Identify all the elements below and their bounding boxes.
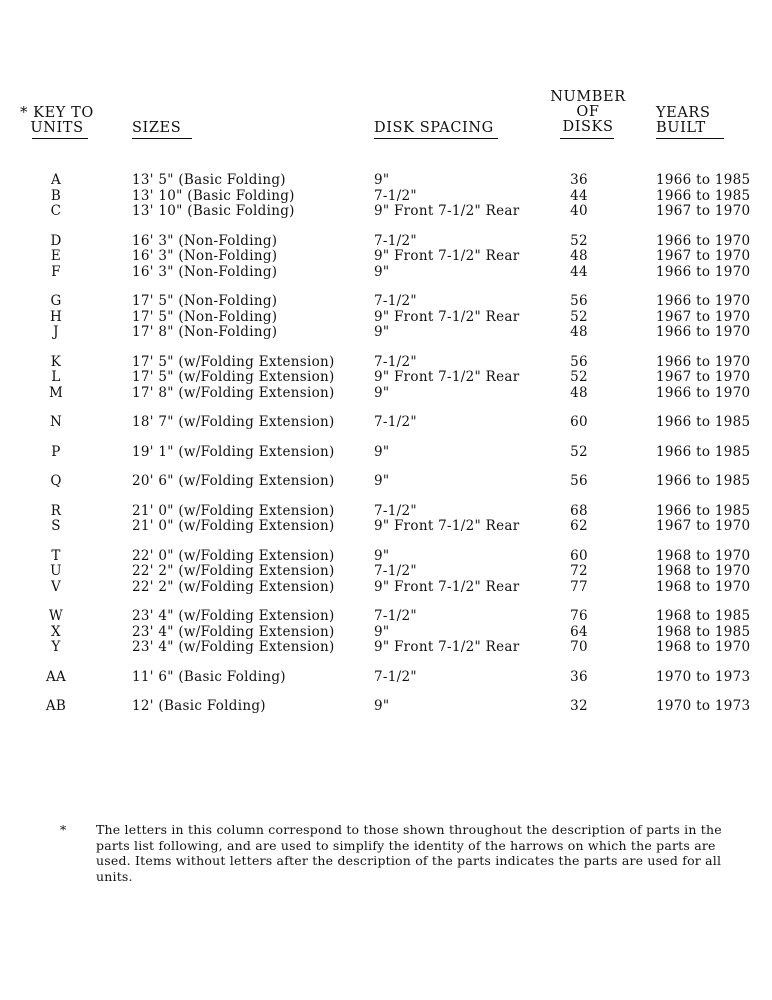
unit-size: 17' 8" (w/Folding Extension) [132, 384, 335, 401]
unit-size: 23' 4" (w/Folding Extension) [132, 639, 335, 655]
disk-spacing: 9" [374, 473, 390, 489]
disk-spacing: 9" Front 7-1/2" Rear [374, 578, 520, 595]
table-row [0, 385, 772, 401]
table-row [0, 293, 772, 309]
number-of-disks: 48 [570, 248, 588, 264]
unit-size: 17' 5" (w/Folding Extension) [132, 353, 335, 370]
number-of-disks: 62 [570, 518, 588, 534]
years-built: 1966 to 1985 [656, 414, 751, 430]
unit-group [0, 503, 772, 534]
disk-spacing: 7-1/2" [374, 563, 417, 579]
unit-key: G [50, 293, 62, 309]
unit-group [0, 444, 772, 460]
unit-key: H [49, 308, 63, 325]
unit-key: M [48, 384, 64, 401]
table-row [0, 172, 772, 188]
unit-key: S [51, 518, 61, 534]
unit-key: B [50, 187, 62, 204]
number-of-disks: 48 [570, 384, 588, 401]
table-row [0, 203, 772, 219]
years-built: 1966 to 1970 [656, 384, 751, 401]
number-of-disks: 76 [570, 608, 588, 624]
header-number-line2: OF [576, 104, 600, 120]
header-number-of-disks [547, 90, 629, 135]
years-built: 1967 to 1970 [656, 369, 751, 385]
unit-key: U [50, 563, 62, 579]
number-of-disks: 70 [570, 639, 588, 655]
disk-spacing: 9" Front 7-1/2" Rear [374, 203, 520, 219]
number-of-disks: 56 [570, 353, 588, 370]
years-built: 1966 to 1985 [656, 502, 751, 519]
disk-spacing: 7-1/2" [374, 608, 417, 624]
unit-size: 22' 2" (w/Folding Extension) [132, 578, 335, 595]
units-table [0, 172, 772, 728]
table-row [0, 369, 772, 385]
years-built: 1966 to 1970 [656, 232, 751, 249]
unit-size: 13' 10" (Basic Folding) [132, 187, 295, 204]
years-built: 1967 to 1970 [656, 518, 751, 534]
unit-size: 19' 1" (w/Folding Extension) [132, 443, 335, 460]
number-of-disks: 52 [570, 232, 588, 249]
years-built: 1970 to 1973 [656, 698, 751, 714]
table-row [0, 624, 772, 640]
disk-spacing: 9" Front 7-1/2" Rear [374, 639, 520, 655]
footnote-marker: * [60, 822, 67, 837]
table-row [0, 188, 772, 204]
years-built: 1966 to 1985 [656, 187, 751, 204]
disk-spacing: 7-1/2" [374, 414, 417, 430]
years-built: 1966 to 1970 [656, 324, 751, 340]
number-of-disks: 60 [570, 414, 588, 430]
disk-spacing: 9" Front 7-1/2" Rear [374, 518, 520, 534]
unit-group [0, 414, 772, 430]
table-row [0, 444, 772, 460]
header-key-line2: UNITS [30, 120, 84, 136]
disk-spacing: 7-1/2" [374, 293, 417, 309]
table-row [0, 639, 772, 655]
years-built: 1966 to 1970 [656, 293, 751, 309]
number-of-disks: 36 [570, 668, 588, 685]
footnote-text: The letters in this column correspond to those shown throughout the description of parts in the parts list following, and are used to simplify the identity of the harrows on which the parts are used. Items without letters after the description of the parts indicates the parts are used for all units. [96, 822, 722, 884]
years-built: 1970 to 1973 [656, 668, 751, 685]
disk-spacing: 7-1/2" [374, 668, 417, 685]
unit-group [0, 233, 772, 280]
number-of-disks: 52 [570, 308, 588, 325]
table-row [0, 264, 772, 280]
years-built: 1968 to 1970 [656, 578, 751, 595]
disk-spacing: 9" Front 7-1/2" Rear [374, 369, 520, 385]
number-of-disks: 44 [570, 187, 588, 204]
unit-size: 21' 0" (w/Folding Extension) [132, 502, 335, 519]
unit-key: T [51, 547, 61, 564]
disk-spacing: 9" [374, 324, 390, 340]
unit-group [0, 608, 772, 655]
disk-spacing: 7-1/2" [374, 353, 417, 370]
unit-group [0, 354, 772, 401]
years-built: 1966 to 1985 [656, 172, 751, 188]
unit-key: F [51, 263, 61, 280]
years-built: 1966 to 1970 [656, 263, 751, 280]
unit-size: 18' 7" (w/Folding Extension) [132, 414, 335, 430]
disk-spacing: 7-1/2" [374, 232, 417, 249]
unit-size: 16' 3" (Non-Folding) [132, 248, 278, 264]
header-years-line1: YEARS [656, 105, 711, 121]
number-of-disks: 68 [570, 502, 588, 519]
table-row [0, 324, 772, 340]
number-of-disks: 36 [570, 172, 588, 188]
unit-key: C [50, 203, 62, 219]
header-sizes: SIZES [132, 120, 182, 136]
years-built: 1968 to 1985 [656, 608, 751, 624]
unit-size: 17' 5" (Non-Folding) [132, 308, 278, 325]
unit-group [0, 669, 772, 685]
unit-size: 23' 4" (w/Folding Extension) [132, 623, 335, 640]
header-underline-number [560, 138, 614, 139]
header-years-built [656, 106, 710, 136]
unit-size: 22' 2" (w/Folding Extension) [132, 563, 335, 579]
header-years-line2: BUILT [656, 120, 706, 136]
table-row [0, 248, 772, 264]
years-built: 1966 to 1970 [656, 353, 751, 370]
table-row [0, 309, 772, 325]
unit-group [0, 172, 772, 219]
header-underline-key [32, 138, 88, 139]
unit-key: A [50, 172, 62, 188]
table-row [0, 669, 772, 685]
header-disk-spacing: DISK SPACING [374, 120, 494, 136]
unit-key: E [50, 248, 62, 264]
unit-size: 11' 6" (Basic Folding) [132, 668, 286, 685]
table-row [0, 354, 772, 370]
years-built: 1967 to 1970 [656, 308, 751, 325]
table-row [0, 608, 772, 624]
number-of-disks: 64 [570, 623, 588, 640]
unit-group [0, 473, 772, 489]
disk-spacing: 9" [374, 623, 390, 640]
number-of-disks: 52 [570, 443, 588, 460]
disk-spacing: 9" [374, 698, 390, 714]
number-of-disks: 56 [570, 473, 588, 489]
unit-size: 21' 0" (w/Folding Extension) [132, 518, 335, 534]
number-of-disks: 40 [570, 203, 588, 219]
table-row [0, 579, 772, 595]
unit-group [0, 293, 772, 340]
years-built: 1968 to 1970 [656, 563, 751, 579]
header-number-line1: NUMBER [550, 89, 626, 105]
unit-size: 17' 5" (Non-Folding) [132, 293, 278, 309]
number-of-disks: 77 [570, 578, 588, 595]
header-underline-years [656, 138, 724, 139]
header-underline-sizes [132, 138, 192, 139]
unit-group [0, 548, 772, 595]
disk-spacing: 7-1/2" [374, 187, 417, 204]
unit-key: R [50, 502, 62, 519]
number-of-disks: 72 [570, 563, 588, 579]
unit-size: 22' 0" (w/Folding Extension) [132, 547, 335, 564]
disk-spacing: 9" [374, 547, 390, 564]
unit-key: V [50, 578, 62, 595]
header-underline-disk [374, 138, 498, 139]
table-row [0, 563, 772, 579]
table-row [0, 233, 772, 249]
number-of-disks: 60 [570, 547, 588, 564]
number-of-disks: 52 [570, 369, 588, 385]
number-of-disks: 48 [570, 324, 588, 340]
unit-key: J [53, 324, 59, 340]
unit-key: W [48, 608, 64, 624]
years-built: 1966 to 1985 [656, 443, 751, 460]
unit-group [0, 698, 772, 714]
disk-spacing: 9" [374, 384, 390, 401]
footnote [60, 822, 750, 884]
table-row [0, 548, 772, 564]
table-row [0, 473, 772, 489]
header-number-line3: DISKS [562, 119, 614, 135]
disk-spacing: 9" [374, 263, 390, 280]
header-key-to-units [14, 106, 100, 136]
unit-key: Q [50, 473, 62, 489]
table-row [0, 503, 772, 519]
number-of-disks: 32 [570, 698, 588, 714]
unit-size: 20' 6" (w/Folding Extension) [132, 473, 335, 489]
disk-spacing: 9" Front 7-1/2" Rear [374, 308, 520, 325]
unit-key: D [50, 232, 62, 249]
years-built: 1967 to 1970 [656, 248, 751, 264]
table-row [0, 414, 772, 430]
unit-key: P [51, 443, 61, 460]
unit-key: AB [45, 698, 67, 714]
years-built: 1967 to 1970 [656, 203, 751, 219]
unit-size: 13' 5" (Basic Folding) [132, 172, 286, 188]
unit-size: 17' 5" (w/Folding Extension) [132, 369, 335, 385]
unit-key: X [51, 623, 61, 640]
unit-size: 12' (Basic Folding) [132, 698, 266, 714]
number-of-disks: 56 [570, 293, 588, 309]
disk-spacing: 9" Front 7-1/2" Rear [374, 248, 520, 264]
number-of-disks: 44 [570, 263, 588, 280]
disk-spacing: 9" [374, 443, 390, 460]
unit-key: Y [51, 639, 61, 655]
table-row [0, 698, 772, 714]
unit-size: 16' 3" (Non-Folding) [132, 263, 278, 280]
disk-spacing: 7-1/2" [374, 502, 417, 519]
unit-size: 17' 8" (Non-Folding) [132, 324, 278, 340]
header-key-line1: * KEY TO [20, 105, 94, 121]
years-built: 1968 to 1970 [656, 547, 751, 564]
years-built: 1968 to 1985 [656, 623, 751, 640]
unit-key: AA [45, 668, 67, 685]
years-built: 1968 to 1970 [656, 639, 751, 655]
years-built: 1966 to 1985 [656, 473, 751, 489]
unit-size: 13' 10" (Basic Folding) [132, 203, 295, 219]
unit-key: L [51, 369, 61, 385]
disk-spacing: 9" [374, 172, 390, 188]
unit-key: K [50, 353, 62, 370]
unit-size: 23' 4" (w/Folding Extension) [132, 608, 335, 624]
unit-size: 16' 3" (Non-Folding) [132, 232, 278, 249]
table-row [0, 518, 772, 534]
unit-key: N [49, 414, 63, 430]
